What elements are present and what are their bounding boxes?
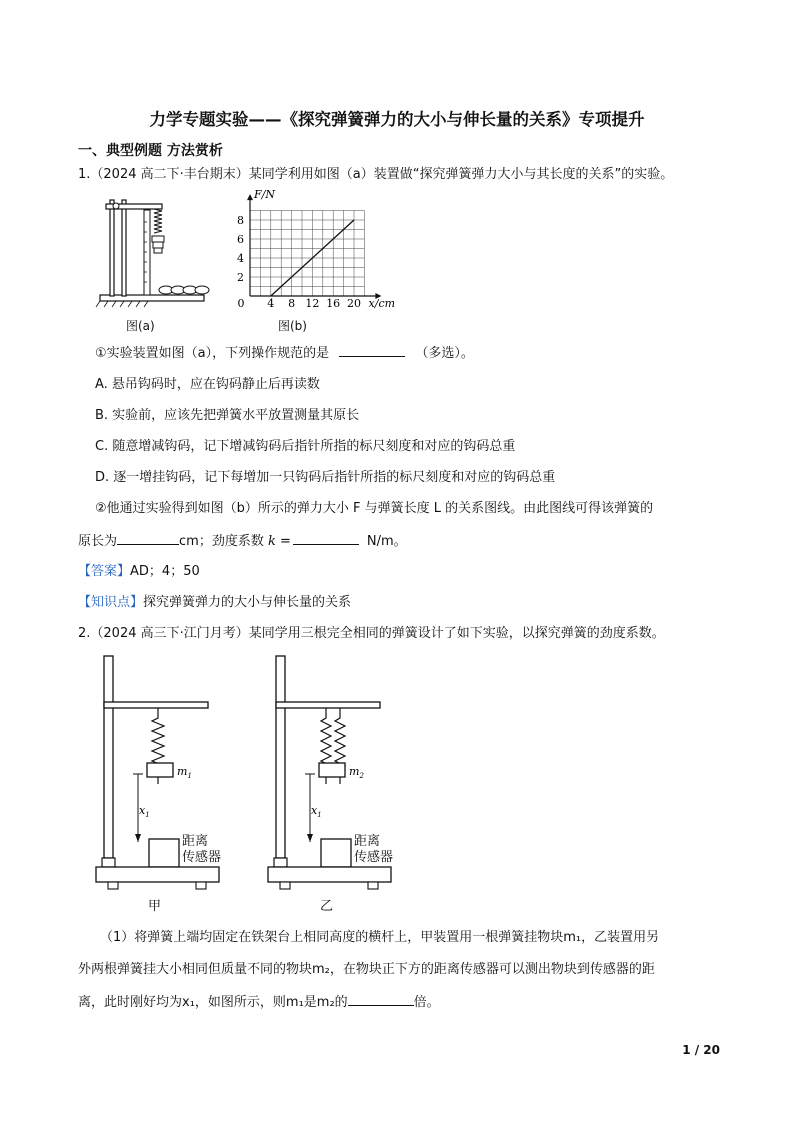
q1-part2-text-a: 原长为 xyxy=(78,534,118,549)
q2-part1-text-a: 离，此时刚好均为x₁，如图所示，则m₁是m₂的 xyxy=(78,995,348,1010)
q2-part1-text-b: 倍。 xyxy=(413,995,440,1010)
q1-stem: 1.（2024 高二下·丰台期末）某同学利用如图（a）装置做“探究弹簧弹力大小与其长度的关系”的实验。 xyxy=(78,167,674,182)
page-number: 1 / 20 xyxy=(682,1043,720,1057)
answer-blank-2[interactable] xyxy=(117,532,179,545)
q1-part1-tail: （多选）。 xyxy=(415,346,474,361)
fig-b-caption: 图(b) xyxy=(278,319,307,333)
k-symbol: k xyxy=(267,534,276,549)
x-tick-label: 0 xyxy=(237,297,245,310)
y-tick-label: 2 xyxy=(237,271,244,284)
x-tick-label: 4 xyxy=(267,297,275,310)
answer-blank-3[interactable] xyxy=(293,532,359,545)
x1-label-left: $x_1$ xyxy=(139,804,150,819)
answer-blank-4[interactable] xyxy=(348,993,414,1006)
q1-part2-text-c: N/m。 xyxy=(366,534,407,549)
answer-text: AD；4；50 xyxy=(130,564,200,579)
y-axis-arrow xyxy=(247,194,253,200)
q1-part1 xyxy=(95,344,474,363)
q1-part2-text-b: cm；劲度系数 xyxy=(179,534,264,549)
fig-yi-caption: 乙 xyxy=(320,899,334,914)
fig-a-caption: 图(a) xyxy=(126,319,155,333)
answer-tag: 【答案】 xyxy=(78,564,131,579)
page-title: 力学专题实验——《探究弹簧弹力的大小与伸长量的关系》专项提升 xyxy=(149,110,645,129)
mass-m1-label: $m_1$ xyxy=(177,765,192,780)
q2-part1-line2: 外两根弹簧挂大小相同但质量不同的物块m₂，在物块正下方的距离传感器可以测出物块到传感器的距 xyxy=(78,962,655,977)
section-heading: 一、典型例题 方法赏析 xyxy=(78,143,223,159)
y-tick-label: 6 xyxy=(237,233,244,246)
equals-sign: = xyxy=(275,534,291,549)
q1-part2-line1: ②他通过实验得到如图（b）所示的弹力大小 F 与弹簧长度 L 的关系图线。由此图线可得该弹簧的 xyxy=(95,501,654,516)
q1-option-a: A. 悬吊钩码时，应在钩码静止后再读数 xyxy=(95,377,320,392)
knowledge-text: 探究弹簧弹力的大小与伸长量的关系 xyxy=(143,595,352,610)
q1-answer xyxy=(78,563,200,581)
x-axis-label: x/cm xyxy=(368,297,396,310)
q1-part2-line2 xyxy=(78,532,407,551)
q1-option-d: D. 逐一增挂钩码，记下每增加一只钩码后指针所指的标尺刻度和对应的钩码总重 xyxy=(95,470,556,485)
q1-option-b: B. 实验前，应该先把弹簧水平放置测量其原长 xyxy=(95,408,360,423)
knowledge-tag: 【知识点】 xyxy=(78,595,144,610)
x-tick-label: 8 xyxy=(288,297,296,310)
q2-part1-line3 xyxy=(78,993,440,1012)
y-tick-label: 4 xyxy=(237,252,244,265)
sensor-label-right: 距离 传感器 xyxy=(354,834,394,865)
x-tick-label: 20 xyxy=(347,297,361,310)
fig-b-chart xyxy=(222,188,396,316)
x-tick-label: 12 xyxy=(305,297,320,310)
fig-a-apparatus xyxy=(96,192,211,310)
answer-blank-1[interactable] xyxy=(339,344,405,357)
mass-m2-label: $m_2$ xyxy=(349,765,364,780)
q2-part1-line1: （1）将弹簧上端均固定在铁架台上相同高度的横杆上，甲装置用一根弹簧挂物块m₁，乙装置用另 xyxy=(100,930,660,945)
y-axis-label: F/N xyxy=(254,188,275,202)
q1-part1-text: ①实验装置如图（a），下列操作规范的是 xyxy=(95,346,330,361)
x-tick-label: 16 xyxy=(326,297,341,310)
fig-jia-caption: 甲 xyxy=(148,899,162,914)
q1-knowledge xyxy=(78,594,351,612)
y-tick-label: 8 xyxy=(237,214,244,227)
q2-stem: 2.（2024 高三下·江门月考）某同学用三根完全相同的弹簧设计了如下实验，以探究弹簧的劲度系数。 xyxy=(78,626,665,641)
x1-label-right: $x_1$ xyxy=(311,804,322,819)
sensor-label-left: 距离 传感器 xyxy=(182,834,222,865)
q1-option-c: C. 随意增减钩码，记下增减钩码后指针所指的标尺刻度和对应的钩码总重 xyxy=(95,439,516,454)
